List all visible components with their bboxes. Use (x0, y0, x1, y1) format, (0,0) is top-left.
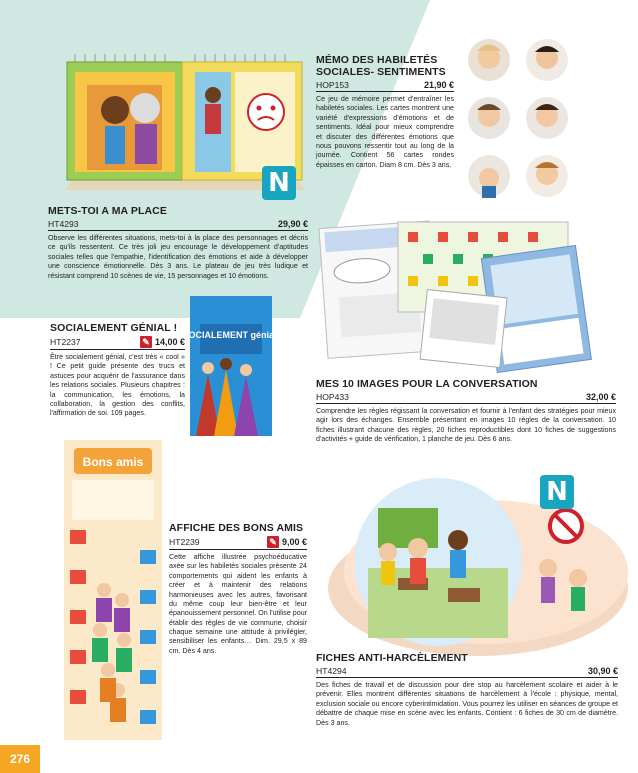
socialement-genial-cover (182, 296, 280, 436)
price-wrap (267, 536, 307, 548)
product-fiches-anti-harcelement (316, 652, 618, 728)
product-mets-toi (48, 205, 308, 281)
product-description: Ce jeu de mémoire permet d'entraîner les habiletés sociales. Les cartes montrent une variété d'expressions d'émotions et de sentiments. Idéal pour mieux comprendre et discuter des différentes émotions que nous pouvons ressentir tout au long de la journée. Contient 56 cartes rondes épaisses en carton. Diam 8 cm. Dès 3 ans. (316, 95, 454, 169)
product-meta (316, 80, 454, 92)
product-meta (50, 336, 185, 350)
bons-amis-poster (64, 440, 162, 740)
product-meta (316, 392, 616, 404)
product-socialement-genial (50, 322, 185, 419)
new-badge-mets: N (262, 166, 296, 200)
product-price: 14,00 € (154, 337, 185, 348)
product-ref: HT4293 (48, 219, 79, 230)
product-description: Comprendre les règles régissant la conversation et fournir à l'enfant des stratégies pour mieux agir lors des échanges. Ensemble présentant en images 10 règles de la conversation. 10 fiches illustrant chacune des règles, 20 fiches reproductibles dont 10 fiches de suggestions d'activités + guide de vérification, 1 planche de jeu. Dès 6 ans. (316, 407, 616, 444)
page-number: 276 (0, 745, 40, 773)
product-description: Des fiches de travail et de discussion pour dire stop au harcèlement scolaire et aider à le prévenir. Elles montrent différentes situations de harcèlement à l'école : physique, mental, exclusion sociale ou encore cyberintimidation. Vous pourrez les utiliser en séances de groupe et débattre de chaque mise en scène avec les enfants. Contient : 6 fiches de 30 cm de diamètre. Dès 3 ans. (316, 681, 618, 727)
product-price: 32,00 € (585, 392, 616, 403)
product-meta (48, 219, 308, 231)
product-title: SOCIALEMENT GÉNIAL ! (50, 322, 178, 334)
poster-title: Bons amis (82, 455, 144, 469)
product-meta (316, 666, 618, 678)
anti-harcelement-fiches-image (308, 468, 630, 648)
product-price: 29,90 € (277, 219, 308, 230)
pencil-icon: ✎ (140, 336, 152, 348)
product-title: AFFICHE DES BONS AMIS (169, 522, 304, 534)
memo-emotion-cards-image (465, 36, 625, 204)
conversation-fiches-image (318, 214, 618, 374)
new-badge-fiches: N (540, 475, 574, 509)
pencil-icon: ✎ (267, 536, 279, 548)
product-title: FICHES ANTI-HARCÈLEMENT (316, 652, 468, 664)
product-ref: HT2237 (50, 337, 81, 348)
product-description: Observe les différentes situations, mets-toi à la place des personnages et décris ce qu'ils ressentent. Ce très joli jeu encourage le développement d'aptitudes sociales telles que l'empathie, l'identification des émotions et aide à développer une conscience émotionnelle. Dès 3 ans. Le plateau de jeu très ludique et résistant comprend 10 scènes de vie, 15 personnages et 10 émotions. (48, 234, 308, 280)
product-title: METS-TOI A MA PLACE (48, 205, 167, 217)
product-memo (316, 54, 454, 170)
product-ref: HT4294 (316, 666, 347, 677)
product-ref: HT2239 (169, 537, 200, 548)
product-ref: HOP153 (316, 80, 349, 91)
product-title: MES 10 IMAGES POUR LA CONVERSATION (316, 378, 538, 390)
product-ref: HOP433 (316, 392, 349, 403)
price-wrap (140, 336, 185, 348)
product-meta (169, 536, 307, 550)
product-price: 21,90 € (423, 80, 454, 91)
product-price: 30,90 € (587, 666, 618, 677)
cover-title: SOCIALEMENT génial! (182, 330, 280, 340)
product-description: Cette affiche illustrée psychoéducative axée sur les habiletés sociales présente 24 comportements qui aident les enfants à créer et à maintenir des relations harmonieuses avec les autres, favorisant du même coup leur bien-être et leur épanouissement personnel. On l'utilise pour établir des règles de vie commune, choisir chaque semaine une attitude à privilégier, sensibiliser les enfants… Dim. 29,5 x 89 cm. Dès 4 ans. (169, 553, 307, 655)
product-price: 9,00 € (281, 537, 307, 548)
product-description: Être socialement génial, c'est très « cool » ! Ce petit guide présente des trucs et astuces pour acquérir de l'assurance dans les relations sociales. Plusieurs chapitres : la communication, les émotions, la collaboration, la gestion des conflits, l'affirmation de soi. 109 pages. (50, 353, 185, 418)
product-title: MÉMO DES HABILETÉS SOCIALES- SENTIMENTS (316, 54, 446, 79)
product-mes-10-images (316, 378, 616, 445)
product-affiche-bons-amis (169, 522, 307, 656)
